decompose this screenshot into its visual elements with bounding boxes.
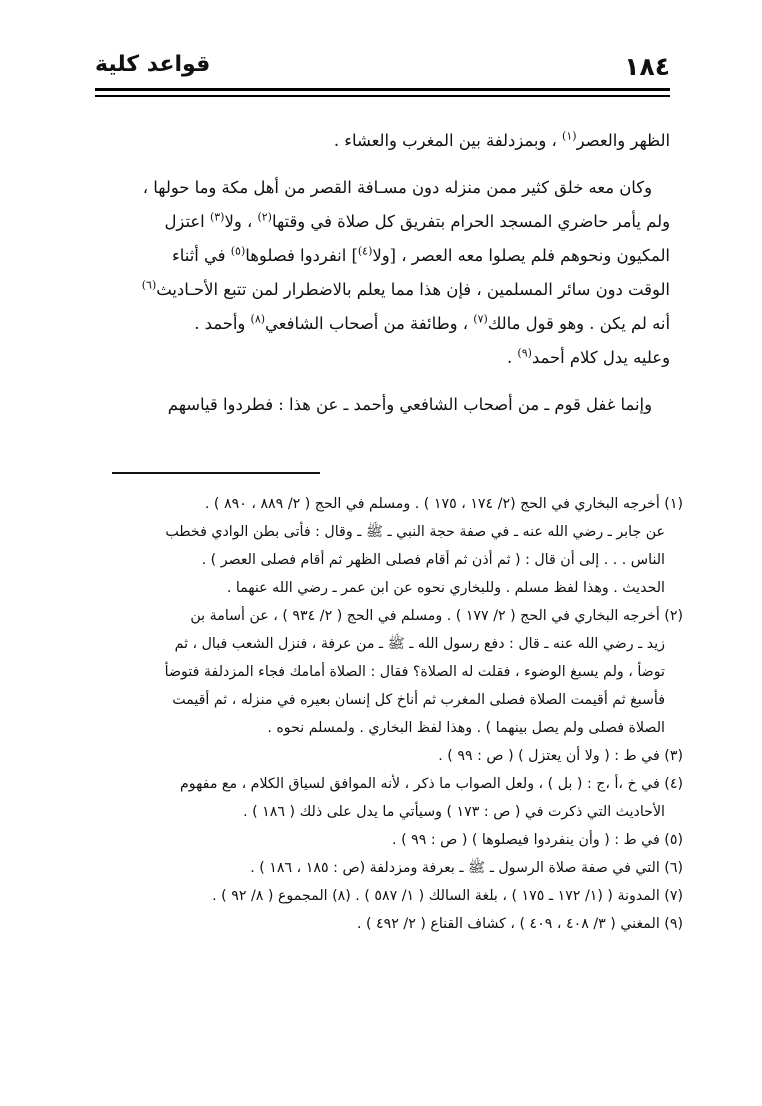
page-header [95, 49, 670, 89]
footnote-line: فأسبغ ثم أقيمت الصلاة فصلى المغرب ثم أناخ كل إنسان بعيره في منزله ، ثم أقيمت [172, 692, 665, 708]
page-number: ١٨٤ [624, 52, 670, 81]
footnote-line: (١) أخرجه البخاري في الحج (٢/ ١٧٤ ، ١٧٥ ) . ومسلم في الحج ( ٢/ ٨٨٩ ، ٨٩٠ ) . [204, 496, 683, 512]
footnote-line: (٤) في خ ،أ ،ج : ( بل ) ، ولعل الصواب ما ذكر ، لأنه الموافق لسياق الكلام ، مع مفهوم [179, 776, 683, 792]
footnote-marker: (٦) [141, 278, 157, 292]
footnote-marker: (٩) [517, 346, 532, 360]
footnote-line: (٩) المغني ( ٣/ ٤٠٨ ، ٤٠٩ ) ، كشاف القناع ( ٢/ ٤٩٢ ) . [356, 916, 683, 932]
running-title: قواعد كلية [95, 52, 211, 77]
footnote-line: الصلاة فصلى ولم يصل بينهما ) . وهذا لفظ البخاري . ولمسلم نحوه . [267, 720, 665, 736]
text-line: الظهر والعصر$^{(١)}$ ، وبمزدلفة بين المغرب والعشاء . [333, 129, 670, 150]
footnote-marker: (٢) [257, 210, 272, 224]
footnote-marker: (٥) [230, 244, 246, 258]
footnote-marker: (٨) [250, 312, 266, 326]
footnote-marker: (٧) [473, 312, 488, 326]
footnote-line: الناس . . . إلى أن قال : ( ثم أذن ثم أقام فصلى الظهر ثم أقام فصلى العصر ) . [201, 552, 665, 568]
footnote-line: الحديث . وهذا لفظ مسلم . وللبخاري نحوه عن ابن عمر ـ رضي الله عنهما . [226, 580, 665, 596]
footnote-line: (٣) في ط : ( ولا أن يعتزل ) ( ص : ٩٩ ) . [438, 748, 683, 764]
footnote-marker: (١) [562, 129, 577, 143]
footnote-line: (٢) أخرجه البخاري في الحج ( ٢/ ١٧٧ ) . ومسلم في الحج ( ٢/ ٩٣٤ ) ، عن أسامة بن [190, 608, 683, 624]
main-text [70, 124, 670, 422]
text-line: وكان معه خلق كثير ممن منزله دون مسـافة القصر من أهل مكة وما حولها ، [142, 178, 652, 197]
footnote-line: الأحاديث التي ذكرت في ( ص : ١٧٣ ) وسيأتي ما يدل على ذلك ( ١٨٦ ) . [243, 804, 665, 820]
header-rule [95, 88, 670, 91]
footnote-line: توضأ ، ولم يسبغ الوضوء ، فقلت له الصلاة؟ فقال : الصلاة أمامك فجاء المزدلفة فتوضأ [164, 664, 665, 680]
footnotes [62, 490, 683, 938]
text-line: الوقت دون سائر المسلمين ، فإن هذا مما يعلم بالاضطرار لمن تتبع الأحـاديث$^{(٦)}$ [141, 278, 670, 299]
footnote-marker: (٣) [209, 210, 225, 224]
text-line: ولم يأمر حاضري المسجد الحرام بتفريق كل صلاة في وقتها$^{(٢)}$ ، ولا$^{(٣)}$ اعتزل [164, 210, 670, 231]
text-line: وإنما غفل قوم ـ من أصحاب الشافعي وأحمد ـ عن هذا : فطردوا قياسهم [167, 395, 652, 414]
header-rule-second [95, 95, 670, 97]
footnote-marker: (٤) [357, 244, 373, 258]
footnote-line: (٥) في ط : ( وأن ينفردوا فيصلوها ) ( ص : ٩٩ ) . [392, 832, 683, 848]
text-line: وعليه يدل كلام أحمد$^{(٩)}$ . [507, 346, 670, 367]
footnote-line: عن جابر ـ رضي الله عنه ـ في صفة حجة النبي ـ ﷺ ـ وقال : فأتى بطن الوادي فخطب [165, 524, 665, 540]
footnote-line: (٧) المدونة ( (١/ ١٧٢ ـ ١٧٥ ) ، بلغة السالك ( ١/ ٥٨٧ ) . (٨) المجموع ( ٨/ ٩٢ ) . [212, 888, 683, 904]
footnote-line: زيد ـ رضي الله عنه ـ قال : دفع رسول الله ـ ﷺ ـ من عرفة ، فنزل الشعب فبال ، ثم [174, 636, 665, 652]
text-line: أنه لم يكن . وهو قول مالك$^{(٧)}$ ، وطائفة من أصحاب الشافعي$^{(٨)}$ وأحمد . [194, 312, 670, 333]
footnote-separator [112, 472, 320, 474]
footnote-line: (٦) التي في صفة صلاة الرسول ـ ﷺ ـ بعرفة ومزدلفة (ص : ١٨٥ ، ١٨٦ ) . [250, 860, 683, 876]
text-line: المكيون ونحوهم فلم يصلوا معه العصر ، [ولا$^{(٤)}$] انفردوا فصلوها$^{(٥)}$ في أثناء [172, 244, 670, 265]
